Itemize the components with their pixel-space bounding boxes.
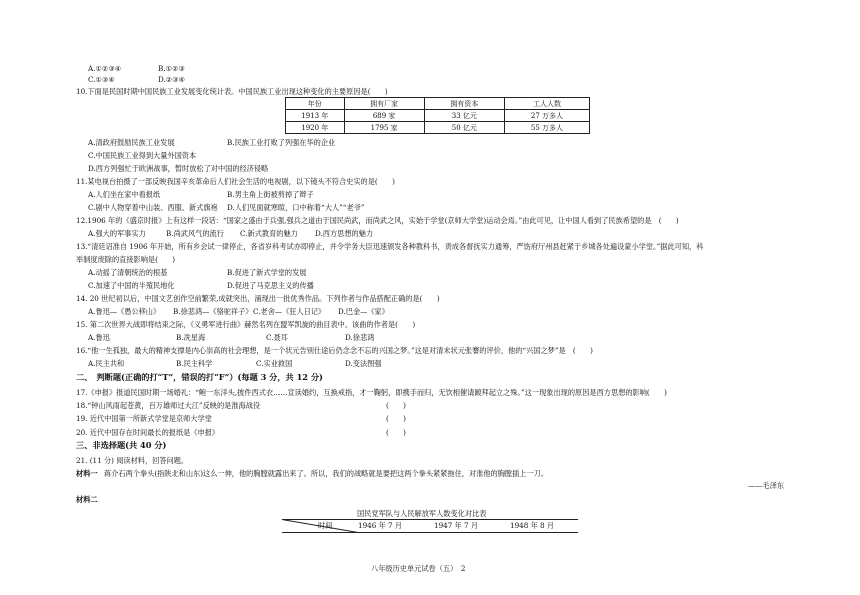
q14-option-d: D.巴金—《家》 <box>338 307 389 316</box>
q10-table-header: 年份 <box>286 98 345 110</box>
q13-stem-line2: 举制度废除的直接影响是( ) <box>76 255 176 264</box>
q9-option-a: A.①②③④ <box>88 64 122 73</box>
q10-option-c: C.中国民族工业得到大量外国资本 <box>88 151 197 160</box>
page-footer: 八年级历史单元试卷（五） 2 <box>371 564 466 573</box>
q19: 19. 近代中国第一所新式学堂是京师大学堂 <box>76 414 212 423</box>
q10-table-cell: 689 家 <box>344 110 424 122</box>
q13-option-b: B.促进了新式学堂的发展 <box>227 268 307 277</box>
material1-label: 材料一 <box>76 469 98 478</box>
q12-option-a: A.强大的军事实力 <box>88 229 146 238</box>
q16-option-a: A.民主共和 <box>88 359 125 368</box>
q10-option-a: A.清政府鼓励民族工业发展 <box>88 138 175 147</box>
q10-table-cell: 55 万多人 <box>504 122 589 134</box>
q15-option-d: D.徐悲鸿 <box>345 333 375 342</box>
material2-table-header: 1947 年 7 月 <box>434 521 479 530</box>
q15-option-a: A.鲁迅 <box>88 333 110 342</box>
material2-table-top-border <box>282 519 578 520</box>
q9-option-b: B.①②③ <box>158 64 185 73</box>
material2-table-row-border <box>282 532 578 533</box>
q13-option-c: C.加速了中国的半殖民地化 <box>88 281 175 290</box>
q10-table-cell: 1795 家 <box>344 122 424 134</box>
material2-table-header: 1946 年 7 月 <box>358 521 403 530</box>
q9-option-d: D.②③④ <box>158 75 186 84</box>
material1-source: ——毛泽东 <box>748 481 784 490</box>
q10-table-header: 工人人数 <box>504 98 589 110</box>
q19-blank: ( ) <box>386 414 406 423</box>
section2-title: 二、 判断题(正确的打“T”，错误的打“F”）(每题 3 分，共 12 分) <box>76 372 323 382</box>
q16-option-b: B.民主科学 <box>176 359 213 368</box>
q15-stem: 15. 第二次世界大战即将结束之际，《义勇军进行曲》赫然名列在盟军凯旋的曲目表中。该曲的作者是( ) <box>76 320 416 329</box>
q18-blank: ( ) <box>386 401 406 410</box>
q10-table-cell: 1913 年 <box>286 110 345 122</box>
q13-option-a: A.动摇了清朝统治的根基 <box>88 268 168 277</box>
q10-option-b: B.民族工业打败了列强在华的企业 <box>227 138 336 147</box>
q14-option-b: B.徐悲鸿—《骆驼祥子》 <box>173 307 253 316</box>
q17: 17.《申报》报道民国时期一场婚礼：“鲍一东洋头,披件西式衣……宣读婚约，互换戒指，才一鞠躬，即携手而归，无饮相催请踱拜起立之殊。”这一现象出现的原因是西方思想的影响( ) <box>76 388 667 397</box>
q10-table-cell: 50 亿元 <box>424 122 504 134</box>
q16-option-d: D.变法图强 <box>345 359 382 368</box>
q11-option-d: D.人们见面就寒暄，口中称着“大人”“老爷” <box>227 203 365 212</box>
q10-stem: 10.下面是民国时期中国民族工业发展变化统计表。中国民族工业出现这种变化的主要原因是( ) <box>76 87 388 96</box>
q11-stem: 11.某电视台拍摄了一部反映我国辛亥革命后人们社会生活的电视剧，以下镜头不符合史实的是( ) <box>76 177 395 186</box>
q12-option-b: B.尚武风气的流行 <box>166 229 224 238</box>
q12-option-d: D.西方思想的魅力 <box>315 229 374 238</box>
section3-title: 三、非选择题(共 40 分) <box>76 440 167 450</box>
q20-blank: ( ) <box>386 428 406 437</box>
q10-option-d: D.西方列强忙于欧洲战事，暂时放松了对中国的经济侵略 <box>88 164 269 173</box>
q14-option-a: A.鲁迅—《愚公移山》 <box>88 307 161 316</box>
q15-option-c: C.聂耳 <box>266 333 288 342</box>
q11-option-b: B.男主角上街被剪掉了辫子 <box>227 190 314 199</box>
q14-stem: 14. 20 世纪初以后，中国文艺创作空前繁荣,成就突出，涌现出一批优秀作品。下列作者与作品搭配正确的是( ) <box>76 294 440 303</box>
material2-label: 材料二 <box>76 495 98 504</box>
q18: 18.“钟山风雨起苍黄，百万雄师过大江”反映的是淮海战役 <box>76 401 261 410</box>
material2-table-header: 1948 年 8 月 <box>510 521 555 530</box>
q16-option-c: C.实业救国 <box>256 359 293 368</box>
q16-stem: 16.“他一生孤独，最大的精神支撑是内心崇高的社会理想，是一个状元告别仕途后仍念念不忘的兴国之梦。”这是对清末状元张謇的评价，他的“兴国之梦”是 ( ) <box>76 346 593 355</box>
q10-table <box>285 97 590 134</box>
q15-option-b: B.冼星海 <box>176 333 206 342</box>
q12-stem: 12.1906 年的《盛京时报》上有这样一段话：“国家之盛由于兵强,强兵之道由于国民尚武，而尚武之风，实始于学堂(京师大学堂)运动会焉。”由此可见，让中国人看到了民族希望的是 ( ) <box>76 216 679 225</box>
q14-option-c: C.老舍—《狂人日记》 <box>253 307 326 316</box>
q13-stem-line1: 13.“清廷诏准自 1906 年开始，所有乡会试一律停止，各省岁科考试亦即停止，并令学务大臣迅速颁发各种教科书，责成各督抚实力通筹，严饬府厅州县赶紧于乡城各处遍设蒙小学堂。”据此可知，科 <box>76 242 704 251</box>
material1-text: 蒋介石两个拳头(指陕北和山东)这么一伸，他的胸膛就露出来了。所以，我们的战略就是要把这两个拳头紧紧拖住，对准他的胸膛插上一刀。 <box>104 469 549 478</box>
q10-table-header: 拥有厂家 <box>344 98 424 110</box>
q10-table-cell: 27 万多人 <box>504 110 589 122</box>
q11-option-c: C.剧中人物穿着中山装、西服、新式旗袍 <box>88 203 218 212</box>
q13-option-d: D.促进了马克思主义的传播 <box>227 281 314 290</box>
material2-table-header: 时间 <box>318 521 333 530</box>
q10-table-cell: 33 亿元 <box>424 110 504 122</box>
q12-option-c: C.新式教育的魅力 <box>240 229 298 238</box>
q21-stem: 21. (11 分) 阅读材料，回答问题。 <box>76 456 189 465</box>
q10-table-cell: 1920 年 <box>286 122 345 134</box>
q10-table-header: 拥有资本 <box>424 98 504 110</box>
q20: 20. 近代中国存在时间最长的报纸是《申报》 <box>76 428 220 437</box>
material2-table-title: 国民党军队与人民解放军人数变化对比表 <box>357 509 487 518</box>
q9-option-c: C.①③④ <box>88 75 115 84</box>
q11-option-a: A.人们坐在家中看报纸 <box>88 190 161 199</box>
